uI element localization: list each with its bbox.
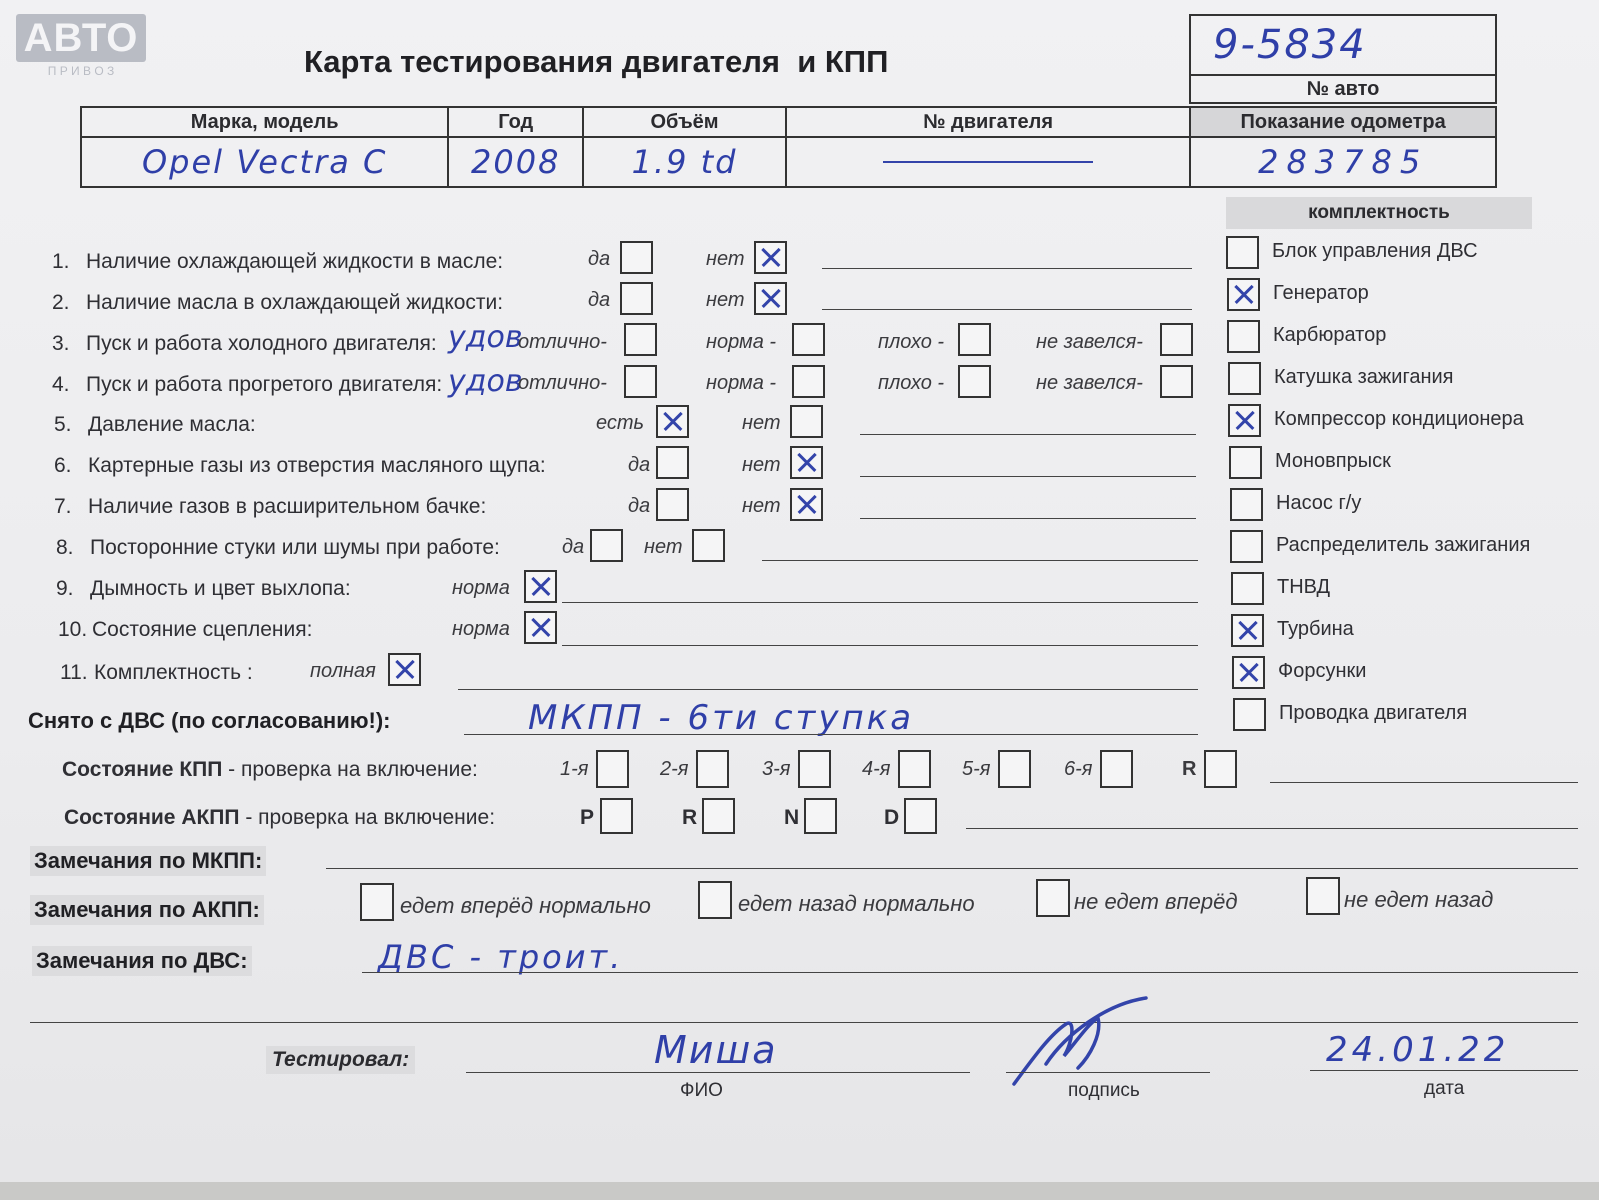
check-6-notes-line (860, 476, 1196, 477)
kpp-gear-checkbox[interactable] (1204, 750, 1237, 788)
kpp-gear-checkbox[interactable] (1100, 750, 1133, 788)
check-2-opt2-label: нет (706, 289, 745, 311)
remarks-dvs-value: ДВС - троит. (378, 938, 624, 976)
check-10-opt1-label: норма (452, 618, 510, 640)
check-3-note: удов (448, 320, 523, 355)
check-5-opt1-checkbox[interactable] (656, 405, 689, 438)
volume-label: Объём (583, 107, 786, 137)
akpp-backward-normal-checkbox[interactable] (698, 881, 732, 919)
check-6-opt1-label: да (628, 454, 651, 476)
removed-label: Снято с ДВС (по согласованию!): (28, 708, 391, 733)
tested-label: Тестировал: (266, 1046, 415, 1074)
completeness-item-label: ТНВД (1277, 576, 1331, 598)
check-3-number: 3. (52, 332, 70, 355)
check-11-opt1-label: полная (310, 660, 376, 682)
auto-number-box (1189, 14, 1497, 104)
akpp-position-checkbox[interactable] (804, 798, 837, 834)
completeness-item-label: Катушка зажигания (1274, 366, 1454, 388)
removed-line (464, 734, 1198, 735)
completeness-item-checkbox[interactable] (1228, 404, 1261, 437)
akpp-position-label: N (784, 806, 800, 829)
akpp-position-checkbox[interactable] (600, 798, 633, 834)
check-5-notes-line (860, 434, 1196, 435)
check-4-normal-checkbox[interactable] (792, 365, 825, 398)
check-4-opt-bad: плохо - (878, 372, 945, 394)
document-title: Карта тестирования двигателя и КПП (304, 44, 889, 79)
akpp-row-label (64, 806, 495, 830)
logo-sub: П Р И В О З (47, 64, 115, 78)
check-1-label: Наличие охлаждающей жидкости в масле: (86, 250, 504, 273)
completeness-item-label: Компрессор кондиционера (1274, 408, 1524, 430)
year-value: 2008 (471, 143, 561, 181)
completeness-item-label: Форсунки (1278, 660, 1367, 682)
removed-value: МКПП - 6ти ступка (528, 698, 915, 738)
akpp-no-backward-label: не едет назад (1344, 887, 1494, 912)
check-7-opt2-label: нет (742, 495, 781, 517)
check-7-opt2-checkbox[interactable] (790, 488, 823, 521)
brand-value: Opel Vectra C (141, 143, 388, 181)
check-3-normal-checkbox[interactable] (792, 323, 825, 356)
volume-value: 1.9 td (631, 143, 738, 181)
kpp-gear-label: 4-я (862, 758, 891, 780)
check-9-opt1-checkbox[interactable] (524, 570, 557, 603)
check-2-number: 2. (52, 291, 70, 314)
remarks-mkpp-label: Замечания по МКПП: (30, 846, 266, 876)
check-1-notes-line (822, 268, 1192, 269)
akpp-label-bold: Состояние АКПП (64, 806, 240, 829)
akpp-position-checkbox[interactable] (702, 798, 735, 834)
check-8-notes-line (762, 560, 1198, 561)
akpp-position-checkbox[interactable] (904, 798, 937, 834)
check-6-opt2-checkbox[interactable] (790, 446, 823, 479)
check-1-opt2-label: нет (706, 248, 745, 270)
check-3-opt-nostart: не завелся- (1036, 331, 1143, 353)
kpp-gear-label: 1-я (560, 758, 589, 780)
akpp-forward-normal-checkbox[interactable] (360, 883, 394, 921)
fio-line (466, 1072, 970, 1073)
kpp-label-rest: - проверка на включение: (222, 758, 478, 781)
check-4-label: Пуск и работа прогретого двигателя: (86, 373, 443, 396)
completeness-item-checkbox[interactable] (1230, 488, 1263, 521)
completeness-item-checkbox[interactable] (1227, 320, 1260, 353)
completeness-item-checkbox[interactable] (1226, 236, 1259, 269)
akpp-no-forward-label: не едет вперёд (1074, 889, 1238, 914)
check-5-opt1-label: есть (596, 412, 645, 434)
check-7-label: Наличие газов в расширительном бачке: (88, 495, 487, 518)
check-10-label: Состояние сцепления: (92, 618, 313, 641)
check-10-opt1-checkbox[interactable] (524, 611, 557, 644)
engine-no-dash (883, 161, 1093, 163)
remarks-dvs-label: Замечания по ДВС: (32, 946, 252, 976)
check-3-opt-bad: плохо - (878, 331, 945, 353)
kpp-row-label (62, 758, 478, 782)
vehicle-header-table (80, 106, 1497, 188)
check-7-number: 7. (54, 495, 72, 518)
check-5-opt2-label: нет (742, 412, 781, 434)
check-10-notes-line (562, 645, 1198, 646)
check-7-opt1-checkbox[interactable] (656, 488, 689, 521)
avtoprivoz-logo (16, 14, 146, 80)
check-9-label: Дымность и цвет выхлопа: (90, 577, 351, 600)
check-10-number: 10. (58, 618, 88, 641)
completeness-item-checkbox[interactable] (1232, 656, 1265, 689)
kpp-gear-label: 2-я (660, 758, 689, 780)
kpp-gear-checkbox[interactable] (998, 750, 1031, 788)
completeness-item-label: Генератор (1273, 282, 1369, 304)
odometer-value: 283785 (1258, 143, 1429, 181)
check-3-nostart-checkbox[interactable] (1160, 323, 1193, 356)
check-5-label: Давление масла: (88, 413, 256, 436)
check-3-excellent-checkbox[interactable] (624, 323, 657, 356)
akpp-label-rest: - проверка на включение: (239, 806, 496, 829)
completeness-item-label: Турбина (1277, 618, 1354, 640)
check-3-label: Пуск и работа холодного двигателя: (86, 332, 437, 355)
akpp-forward-normal-label: едет вперёд нормально (400, 893, 651, 918)
completeness-item-checkbox[interactable] (1230, 530, 1263, 563)
check-11-number: 11. (60, 661, 88, 684)
check-4-opt-normal: норма - (706, 372, 777, 394)
check-7-opt1-label: да (628, 495, 651, 517)
check-6-opt2-label: нет (742, 454, 781, 476)
check-7-notes-line (860, 518, 1196, 519)
auto-number-label: № авто (1306, 78, 1380, 100)
akpp-notes-line (966, 828, 1578, 829)
signature-line (1006, 1072, 1210, 1073)
check-8-opt2-checkbox[interactable] (692, 529, 725, 562)
check-4-nostart-checkbox[interactable] (1160, 365, 1193, 398)
check-2-opt1-checkbox[interactable] (620, 282, 653, 315)
signature-label: подпись (1068, 1080, 1140, 1101)
check-5-opt2-checkbox[interactable] (790, 405, 823, 438)
kpp-gear-checkbox[interactable] (798, 750, 831, 788)
odometer-label: Показание одометра (1190, 107, 1496, 137)
check-11-opt1-checkbox[interactable] (388, 653, 421, 686)
remarks-akpp-label: Замечания по АКПП: (30, 895, 264, 925)
check-2-opt2-checkbox[interactable] (754, 282, 787, 315)
akpp-position-label: P (580, 806, 595, 829)
date-line (1310, 1070, 1578, 1071)
check-11-label: Комплектность : (94, 661, 253, 684)
date-value: 24.01.22 (1326, 1030, 1510, 1070)
kpp-gear-label: R (1182, 758, 1197, 780)
auto-number-value: 9-5834 (1213, 22, 1367, 68)
check-1-opt2-checkbox[interactable] (754, 241, 787, 274)
completeness-item-checkbox[interactable] (1231, 572, 1264, 605)
check-4-opt-nostart: не завелся- (1036, 372, 1143, 394)
kpp-label-bold: Состояние КПП (62, 758, 223, 781)
check-3-opt-excellent: отлично- (518, 331, 607, 353)
akpp-no-forward-checkbox[interactable] (1036, 879, 1070, 917)
check-11-notes-line (458, 689, 1198, 690)
check-4-excellent-checkbox[interactable] (624, 365, 657, 398)
check-3-bad-checkbox[interactable] (958, 323, 991, 356)
check-5-number: 5. (54, 413, 72, 436)
kpp-gear-label: 6-я (1064, 758, 1093, 780)
check-9-opt1-label: норма (452, 577, 510, 599)
check-8-opt1-label: да (562, 536, 585, 558)
completeness-item-label: Блок управления ДВС (1272, 240, 1478, 262)
kpp-gear-checkbox[interactable] (898, 750, 931, 788)
kpp-notes-line (1270, 782, 1578, 783)
kpp-gear-label: 3-я (762, 758, 791, 780)
check-8-number: 8. (56, 536, 74, 559)
check-6-number: 6. (54, 454, 72, 477)
check-1-opt1-label: да (588, 248, 611, 270)
akpp-position-label: R (682, 806, 698, 829)
separator-line (30, 1022, 1578, 1023)
remarks-mkpp-line (326, 868, 1578, 869)
kpp-gear-label: 5-я (962, 758, 991, 780)
year-label: Год (448, 107, 583, 137)
akpp-backward-normal-label: едет назад нормально (738, 891, 975, 916)
kpp-gear-checkbox[interactable] (596, 750, 629, 788)
date-label: дата (1424, 1078, 1465, 1099)
completeness-item-label: Карбюратор (1273, 324, 1387, 346)
check-6-opt1-checkbox[interactable] (656, 446, 689, 479)
check-2-label: Наличие масла в охлаждающей жидкости: (86, 291, 504, 314)
signature-icon (1006, 994, 1156, 1090)
fio-value: Миша (654, 1028, 778, 1072)
check-8-label: Посторонние стуки или шумы при работе: (90, 536, 500, 559)
remarks-dvs-line (362, 972, 1578, 973)
completeness-item-checkbox[interactable] (1231, 614, 1264, 647)
check-3-opt-normal: норма - (706, 331, 777, 353)
check-6-label: Картерные газы из отверстия масляного щупа: (88, 454, 546, 477)
check-9-number: 9. (56, 577, 74, 600)
completeness-title: комплектность (1226, 197, 1532, 229)
completeness-item-checkbox[interactable] (1227, 278, 1260, 311)
completeness-item-checkbox[interactable] (1233, 698, 1266, 731)
check-1-number: 1. (52, 250, 70, 273)
check-4-bad-checkbox[interactable] (958, 365, 991, 398)
check-2-notes-line (822, 309, 1192, 310)
completeness-item-label: Насос г/у (1276, 492, 1362, 514)
check-1-opt1-checkbox[interactable] (620, 241, 653, 274)
completeness-item-label: Проводка двигателя (1279, 702, 1468, 724)
check-4-note: удов (448, 364, 523, 399)
kpp-gear-checkbox[interactable] (696, 750, 729, 788)
brand-label: Марка, модель (81, 107, 448, 137)
akpp-no-backward-checkbox[interactable] (1306, 877, 1340, 915)
check-4-number: 4. (52, 373, 70, 396)
check-2-opt1-label: да (588, 289, 611, 311)
completeness-item-checkbox[interactable] (1228, 362, 1261, 395)
completeness-item-label: Распределитель зажигания (1276, 534, 1531, 556)
completeness-item-label: Моновпрыск (1275, 450, 1391, 472)
completeness-item-checkbox[interactable] (1229, 446, 1262, 479)
akpp-position-label: D (884, 806, 900, 829)
engine-no-label: № двигателя (786, 107, 1190, 137)
fio-label: ФИО (680, 1080, 723, 1101)
logo-main: АВТО (16, 14, 146, 62)
check-9-notes-line (562, 602, 1198, 603)
check-8-opt1-checkbox[interactable] (590, 529, 623, 562)
check-8-opt2-label: нет (644, 536, 683, 558)
check-4-opt-excellent: отлично- (518, 372, 607, 394)
